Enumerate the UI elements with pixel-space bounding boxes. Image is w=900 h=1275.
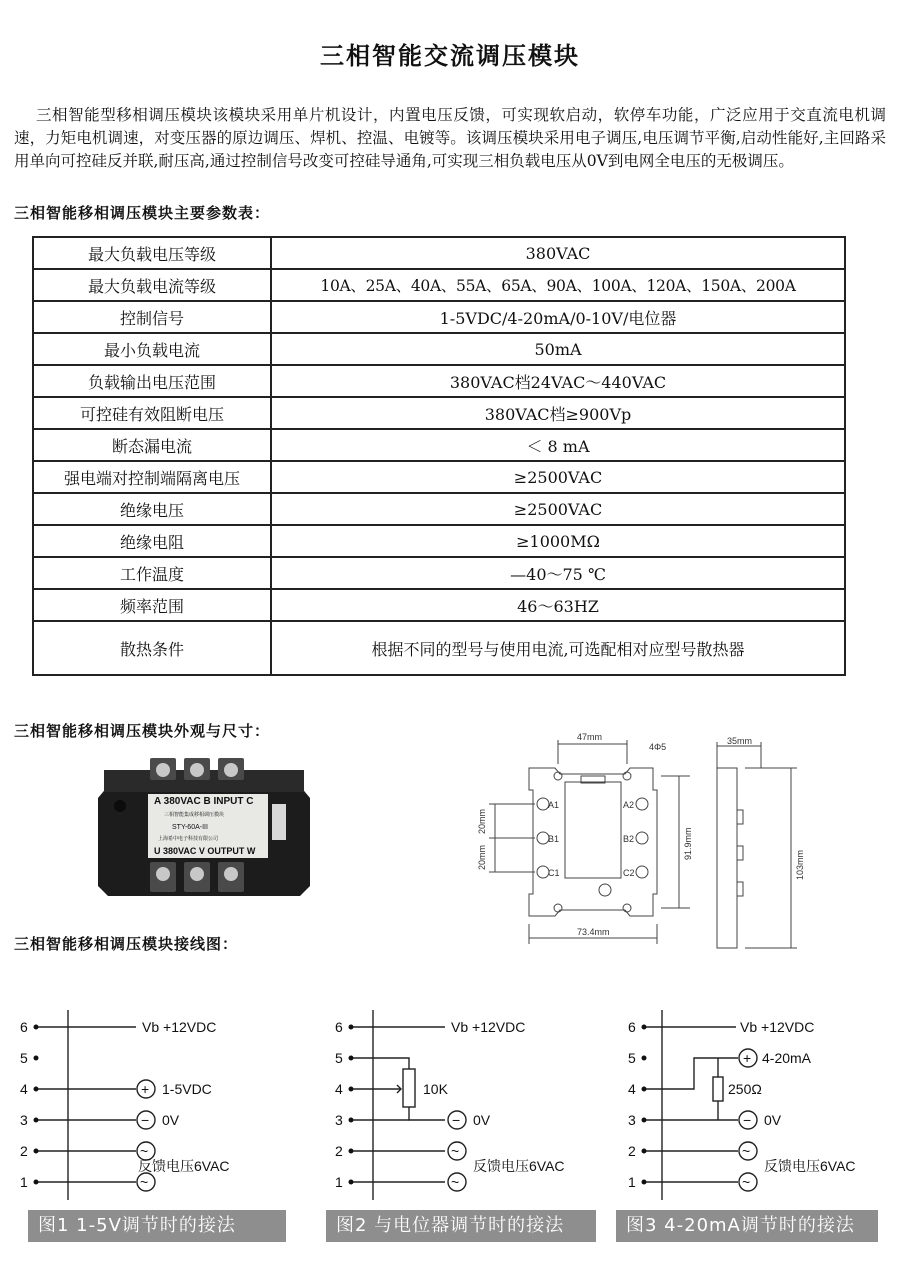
- feedback-label: 反馈电压6VAC: [473, 1158, 565, 1174]
- pot-label: 10K: [423, 1081, 448, 1097]
- param-key: 最大负载电压等级: [33, 237, 271, 269]
- appearance-heading: 三相智能移相调压模块外观与尺寸：: [14, 722, 271, 740]
- caption-figure-2: 图2 与电位器调节时的接法: [326, 1210, 596, 1242]
- table-row: [33, 301, 845, 333]
- table-row: [33, 525, 845, 557]
- wiring-heading: 三相智能移相调压模块接线图：: [14, 935, 239, 953]
- feedback-label: 反馈电压6VAC: [764, 1158, 856, 1174]
- minus-icon: −: [141, 1112, 150, 1128]
- param-value: —40～75 ℃: [271, 557, 845, 589]
- pin-label: 4: [628, 1081, 636, 1097]
- pin-label: 6: [628, 1019, 636, 1035]
- pin-label: 3: [335, 1112, 343, 1128]
- param-value: ≥2500VAC: [271, 461, 845, 493]
- zero-label: 0V: [162, 1112, 180, 1128]
- param-value: 46～63HZ: [271, 589, 845, 621]
- vb-label: Vb +12VDC: [740, 1019, 815, 1035]
- param-value: ≥1000MΩ: [271, 525, 845, 557]
- ac-icon: ~: [742, 1174, 751, 1190]
- param-key: 负载输出电压范围: [33, 365, 271, 397]
- table-row: [33, 365, 845, 397]
- zero-label: 0V: [764, 1112, 782, 1128]
- table-row: [33, 621, 845, 675]
- dim-height-total: 103mm: [795, 849, 805, 880]
- param-value: 380VAC: [271, 237, 845, 269]
- table-row: [33, 333, 845, 365]
- param-key: 绝缘电压: [33, 493, 271, 525]
- vb-label: Vb +12VDC: [142, 1019, 217, 1035]
- vb-label: Vb +12VDC: [451, 1019, 526, 1035]
- product-top-labels: A 380VAC B INPUT C: [154, 796, 254, 807]
- dim-width-total: 73.4mm: [577, 927, 610, 937]
- param-value: ≥2500VAC: [271, 493, 845, 525]
- param-key: 强电端对控制端隔离电压: [33, 461, 271, 493]
- param-key: 断态漏电流: [33, 429, 271, 461]
- pin-c1: C1: [548, 868, 560, 878]
- pin-label: 2: [20, 1143, 28, 1159]
- signal-label: 1-5VDC: [162, 1081, 212, 1097]
- pin-label: 4: [20, 1081, 28, 1097]
- minus-icon: −: [452, 1112, 461, 1128]
- pin-label: 5: [628, 1050, 636, 1066]
- signal-label: 4-20mA: [762, 1050, 812, 1066]
- ac-icon: ~: [742, 1143, 751, 1159]
- caption-figure-1: 图1 1-5V调节时的接法: [28, 1210, 286, 1242]
- pin-c2: C2: [623, 868, 635, 878]
- param-value: 根据不同的型号与使用电流,可选配相对应型号散热器: [271, 621, 845, 675]
- pin-label: 1: [20, 1174, 28, 1190]
- table-row: [33, 589, 845, 621]
- ac-icon: ~: [140, 1174, 149, 1190]
- pin-label: 2: [335, 1143, 343, 1159]
- dim-holes: 4Φ5: [649, 742, 667, 752]
- pin-label: 4: [335, 1081, 343, 1097]
- pin-label: 2: [628, 1143, 636, 1159]
- pin-label: 1: [335, 1174, 343, 1190]
- pin-label: 1: [628, 1174, 636, 1190]
- table-row: [33, 429, 845, 461]
- intro-paragraph: 三相智能型移相调压模块该模块采用单片机设计，内置电压反馈，可实现软启动，软停车功能，广泛应用于交直流电机调速，力矩电机调速，对变压器的原边调压、焊机、控温、电镀等。该调压模块采用电子调压,电压调节平衡,启动性能好,主回路采用单向可控硅反并联,耐压高,通过控制信号改变可控硅导通角,可实现三相负载电压从0V到电网全电压的无极调压。: [14, 106, 886, 170]
- table-row: [33, 397, 845, 429]
- dim-top-width: 47mm: [577, 732, 603, 742]
- wiring-diagram-1: [18, 1005, 298, 1205]
- pin-label: 6: [335, 1019, 343, 1035]
- dimension-drawing: [465, 728, 825, 958]
- product-brand: 三相智能集成移相调压模块: [164, 812, 225, 818]
- params-table: [32, 236, 846, 676]
- param-value: 10A、25A、40A、55A、65A、90A、100A、120A、150A、200A: [271, 269, 845, 301]
- params-heading: 三相智能移相调压模块主要参数表：: [14, 204, 271, 222]
- pin-label: 6: [20, 1019, 28, 1035]
- param-key: 频率范围: [33, 589, 271, 621]
- resistor-label: 250Ω: [728, 1081, 762, 1097]
- caption-figure-3: 图3 4-20mA调节时的接法: [616, 1210, 878, 1242]
- param-key: 最大负载电流等级: [33, 269, 271, 301]
- plus-icon: +: [743, 1050, 752, 1066]
- pin-a2: A2: [623, 800, 635, 810]
- dim-side-width: 35mm: [727, 736, 753, 746]
- pin-label: 3: [628, 1112, 636, 1128]
- param-key: 绝缘电阻: [33, 525, 271, 557]
- ac-icon: ~: [451, 1174, 460, 1190]
- param-key: 控制信号: [33, 301, 271, 333]
- table-row: [33, 269, 845, 301]
- product-company: 上海希中电子科技有限公司: [158, 836, 219, 842]
- dim-pitch-b: 20mm: [477, 844, 487, 870]
- pin-label: 5: [20, 1050, 28, 1066]
- param-key: 可控硅有效阻断电压: [33, 397, 271, 429]
- param-value: 380VAC档24VAC～440VAC: [271, 365, 845, 397]
- table-row: [33, 557, 845, 589]
- table-row: [33, 461, 845, 493]
- plus-icon: +: [141, 1081, 150, 1097]
- pin-a1: A1: [548, 800, 560, 810]
- wiring-diagram-3: [618, 1005, 898, 1205]
- ac-icon: ~: [451, 1143, 460, 1159]
- pin-b1: B1: [548, 834, 560, 844]
- dim-height-inner: 91.9mm: [683, 827, 693, 860]
- dim-pitch-a: 20mm: [477, 808, 487, 834]
- param-key: 工作温度: [33, 557, 271, 589]
- param-value: 50mA: [271, 333, 845, 365]
- param-key: 最小负载电流: [33, 333, 271, 365]
- param-value: ＜ 8 mA: [271, 429, 845, 461]
- table-row: [33, 493, 845, 525]
- minus-icon: −: [743, 1112, 752, 1128]
- param-value: 1-5VDC/4-20mA/0-10V/电位器: [271, 301, 845, 333]
- product-bottom-labels: U 380VAC V OUTPUT W: [154, 846, 256, 856]
- zero-label: 0V: [473, 1112, 491, 1128]
- feedback-label: 反馈电压6VAC: [138, 1158, 230, 1174]
- param-key: 散热条件: [33, 621, 271, 675]
- product-model: STY-60A-III: [172, 824, 208, 831]
- module-photo: [98, 758, 310, 896]
- param-value: 380VAC档≥900Vp: [271, 397, 845, 429]
- wiring-diagram-2: [333, 1005, 613, 1205]
- pin-label: 3: [20, 1112, 28, 1128]
- page-title: 三相智能交流调压模块: [320, 42, 580, 70]
- table-row: [33, 237, 845, 269]
- ac-icon: ~: [140, 1143, 149, 1159]
- pin-label: 5: [335, 1050, 343, 1066]
- pin-b2: B2: [623, 834, 635, 844]
